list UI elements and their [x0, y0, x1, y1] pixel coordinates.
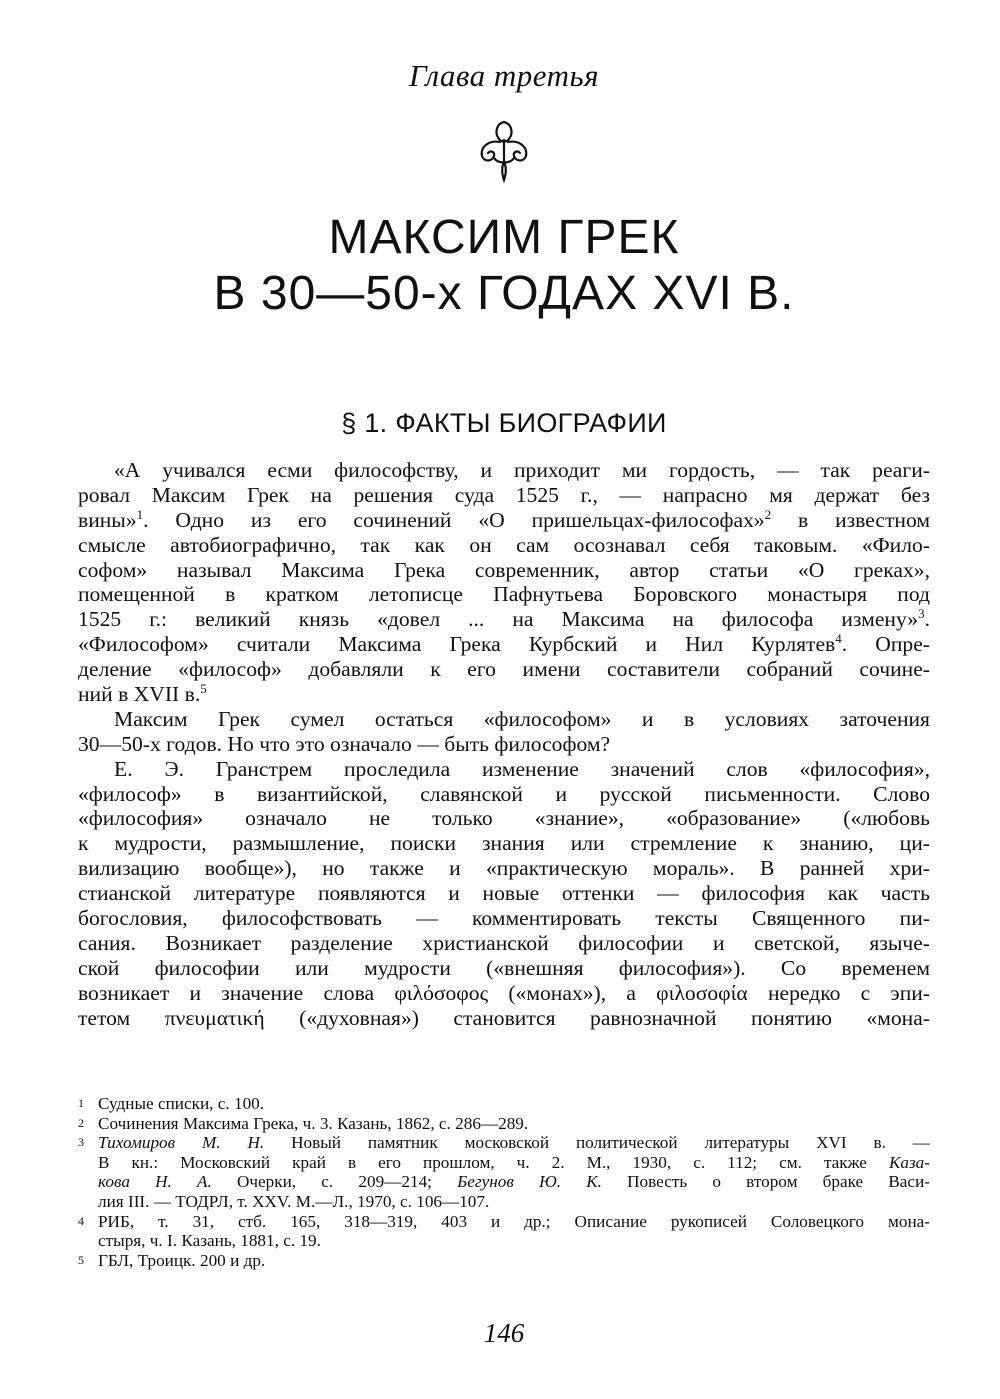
footnote-4: 4 РИБ, т. 31, стб. 165, 318—319, 403 и др.; Описание рукописей Соловецкого мона- [78, 1211, 930, 1231]
footnote-ref: 3 [918, 607, 925, 622]
footnote-ref: 5 [200, 682, 207, 696]
text-line: вины»$^1$. Одно из его сочинений «О пришельцах-философах»$^2$ в известном [78, 507, 930, 532]
footnote-ref: 1 [136, 507, 144, 522]
footnotes [78, 1094, 930, 1270]
text-line: богословия, философствовать — комментировать тексты Священного пи- [78, 906, 930, 931]
footnote-5: 5 ГБЛ, Троицк. 200 и др. [78, 1250, 266, 1270]
footnote-2: 2 Сочинения Максима Грека, ч. 3. Казань, 1862, с. 286—289. [78, 1113, 529, 1133]
text-line: стианской литературе появляются и новые оттенки — философия как часть [78, 881, 930, 906]
text-line: софом» называл Максима Грека современник, автор статьи «О греках», [78, 557, 930, 582]
text-line: деление «философ» добавляли к его имени составители собраний сочине- [78, 657, 930, 682]
text-line: помещенной в кратком летописце Пафнутьева Боровского монастыря под [78, 582, 930, 607]
text-line: «философ» в византийской, славянской и русской письменности. Слово [78, 781, 930, 806]
text-line: к мудрости, размышление, поиски знания или стремление к знанию, ци- [78, 831, 930, 856]
body-text [78, 458, 930, 1030]
text-line: «А учивался есми философству, и приходит ми гордость, — так реаги- [114, 458, 930, 482]
text-line: «философия» означало не только «знание», «образование» («любовь [78, 806, 930, 831]
footnote-4-cont: стыря, ч. I. Казань, 1881, с. 19. [98, 1231, 321, 1251]
footnote-1: 1 Судные списки, с. 100. [78, 1094, 265, 1113]
chapter-label: Глава третья [408, 58, 600, 93]
greek-word: φιλόσοφος [394, 980, 489, 1005]
text-line: 1525 г.: великий князь «довел ... на Максима на философа измену»$^3$. [78, 607, 930, 632]
footnote-ref: 2 [764, 507, 772, 522]
text-line: возникает и значение слова φιλόσοφος («монах»), а φιλοσοφία нередко с эпи- [78, 980, 930, 1005]
text-line: Максим Грек сумел остаться «философом» и в условиях заточения [114, 706, 930, 731]
text-line: смысле автобиографично, так как он сам осознавал себя таковым. «Фило- [78, 532, 930, 557]
chapter-title [78, 210, 930, 322]
greek-word: φιλοσοφία [656, 980, 748, 1005]
greek-word: πνευματική [164, 1005, 265, 1030]
footnote-3-cont: В кн.: Московский край в его прошлом, ч. 2. М., 1930, с. 112; см. также Каза- [98, 1152, 930, 1172]
text-line: ний в XVII в.$^5$ [78, 682, 207, 707]
fleuron-ornament-icon [474, 118, 534, 184]
footnote-3-cont: кова Н. А. Очерки, с. 209—214; Бегунов Ю. К. Повесть о втором браке Васи- [98, 1172, 930, 1192]
text-line: 30—50-х годов. Но что это означало — быть философом? [78, 731, 611, 756]
text-line: Е. Э. Гранстрем проследила изменение значений слов «философия», [114, 756, 930, 781]
text-line: тетом πνευματική («духовная») становится равнозначной понятию «мона- [78, 1005, 930, 1030]
footnote-3: 3 Тихомиров М. Н. Новый памятник московской политической литературы XVI в. — [78, 1133, 930, 1153]
text-line: вилизацию вообще»), но также и «практическую мораль». В ранней хри- [78, 856, 930, 881]
text-line: «Философом» считали Максима Грека Курбский и Нил Курлятев$^4$. Опре- [78, 632, 930, 657]
chapter-title-line-2: В 30—50-х ГОДАХ XVI В. [213, 267, 795, 320]
text-line: ровал Максим Грек на решения суда 1525 г., — напрасно мя держат без [78, 482, 930, 507]
chapter-title-line-1: МАКСИМ ГРЕК [328, 211, 680, 264]
text-line: ской философии или мудрости («внешняя философия»). Со временем [78, 955, 930, 980]
footnote-ref: 4 [835, 632, 842, 647]
page-number: 146 [483, 1318, 525, 1348]
footnote-3-cont: лия III. — ТОДРЛ, т. XXV. М.—Л., 1970, с. 106—107. [98, 1191, 490, 1211]
text-line: сания. Возникает разделение христианской философии и светской, языче- [78, 930, 930, 955]
section-heading: § 1. ФАКТЫ БИОГРАФИИ [341, 408, 667, 438]
book-page [78, 0, 930, 1399]
